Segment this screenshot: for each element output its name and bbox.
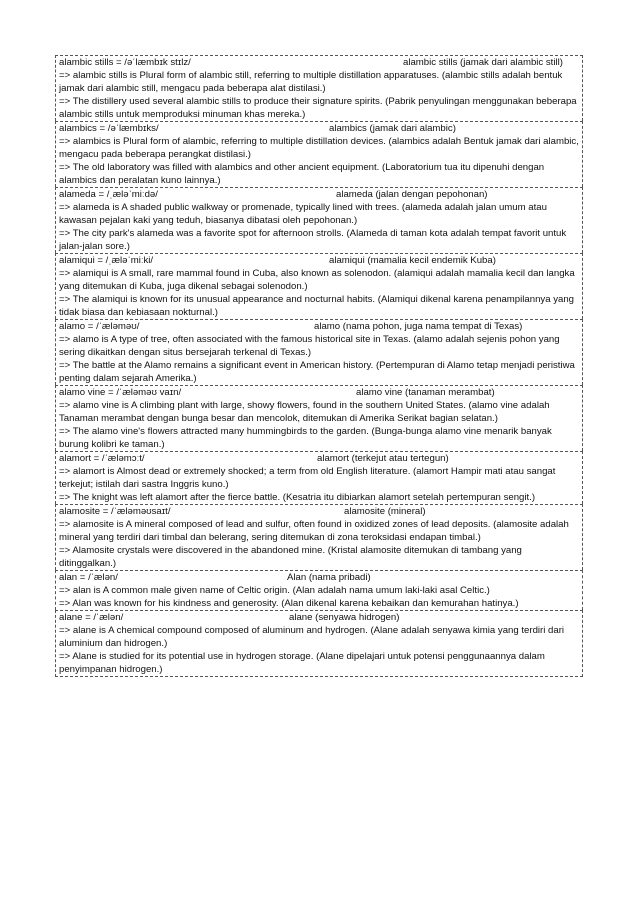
entry-term: alameda = /ˌæləˈmiːdə/ xyxy=(59,189,158,200)
entry-translation: alamo vine (tanaman merambat) xyxy=(356,387,495,398)
entry-term: alamiqui = /ˌæləˈmiːki/ xyxy=(59,255,154,266)
entry-definition: => alan is A common male given name of Celtic origin. (Alan adalah nama umum laki-laki asal Celtic.) xyxy=(59,585,490,596)
entry-translation: alambics (jamak dari alambic) xyxy=(329,123,456,134)
entry-definition: => alamiqui is A small, rare mammal found in Cuba, also known as solenodon. (alamiqui adalah mamalia kecil dan langka yang ditemukan di Kuba, juga dikenal sebagai solenodon.) xyxy=(59,268,575,292)
entry-definition: => alamo is A type of tree, often associated with the famous historical site in Texas. (alamo adalah sejenis pohon yang sering dikaitkan dengan situs bersejarah terkenal di Texas.) xyxy=(59,334,560,358)
entry-header xyxy=(59,320,579,333)
entry-header xyxy=(59,505,579,518)
entry-header xyxy=(59,56,579,69)
entry-translation: alameda (jalan dengan pepohonan) xyxy=(336,189,488,200)
entry-example: => The distillery used several alambic stills to produce their signature spirits. (Pabrik penyulingan menggunakan beberapa alambic stills untuk memproduksi minuman khas mereka.) xyxy=(59,96,577,120)
entry-translation: alamort (terkejut atau tertegun) xyxy=(317,453,449,464)
dictionary-entry xyxy=(55,570,583,610)
entry-definition: => alameda is A shaded public walkway or promenade, typically lined with trees. (alameda adalah jalan umum atau kawasan pejalan kaki yang teduh, biasanya dibatasi oleh pepohonan.) xyxy=(59,202,547,226)
dictionary-entry xyxy=(55,385,583,451)
entry-definition: => alamort is Almost dead or extremely shocked; a term from old English literature. (alamort Hampir mati atau sangat terkejut; istilah dari sastra Inggris kuno.) xyxy=(59,466,556,490)
entry-translation: Alan (nama pribadi) xyxy=(287,572,371,583)
entry-translation: alamiqui (mamalia kecil endemik Kuba) xyxy=(329,255,496,266)
dictionary-entry xyxy=(55,187,583,253)
entry-example: => Alane is studied for its potential use in hydrogen storage. (Alane dipelajari untuk potensi penggunaannya dalam penyimpanan hidrogen.) xyxy=(59,651,545,675)
entry-header xyxy=(59,571,579,584)
dictionary-entry xyxy=(55,451,583,504)
entry-translation: alamosite (mineral) xyxy=(344,506,426,517)
entry-example: => The old laboratory was filled with alambics and other ancient equipment. (Laboratorium tua itu dipenuhi dengan alambics dan peralatan kuno lainnya.) xyxy=(59,162,545,186)
dictionary-entry xyxy=(55,253,583,319)
entry-term: alane = /ˈælən/ xyxy=(59,612,124,623)
entry-example: => The battle at the Alamo remains a significant event in American history. (Pertempuran di Alamo tetap menjadi peristiwa penting dalam sejarah Amerika.) xyxy=(59,360,575,384)
entry-header xyxy=(59,452,579,465)
entry-definition: => alambics is Plural form of alambic, referring to multiple distillation devices. (alambics adalah Bentuk jamak dari alambic, mengacu pada beberapa perangkat distilasi.) xyxy=(59,136,579,160)
entry-example: => Alan was known for his kindness and generosity. (Alan dikenal karena kebaikan dan kemurahan hatinya.) xyxy=(59,598,519,609)
dictionary-entry xyxy=(55,55,583,121)
entry-term: alambic stills = /əˈlæmbɪk stɪlz/ xyxy=(59,57,191,68)
dictionary-entry xyxy=(55,610,583,677)
dictionary-entry xyxy=(55,504,583,570)
entry-term: alambics = /əˈlæmbɪks/ xyxy=(59,123,159,134)
entry-definition: => alamo vine is A climbing plant with large, showy flowers, found in the southern United States. (alamo vine adalah Tanaman merambat dengan bunga besar dan mencolok, ditemukan di Amerika Serikat bagian selatan.) xyxy=(59,400,550,424)
entry-example: => The knight was left alamort after the fierce battle. (Kesatria itu dibiarkan alamort setelah pertempuran sengit.) xyxy=(59,492,536,503)
entry-translation: alane (senyawa hidrogen) xyxy=(289,612,400,623)
entry-term: alan = /ˈælən/ xyxy=(59,572,118,583)
entry-example: => Alamosite crystals were discovered in the abandoned mine. (Kristal alamosite ditemukan di tambang yang ditinggalkan.) xyxy=(59,545,522,569)
dictionary-entry xyxy=(55,319,583,385)
entry-header xyxy=(59,611,579,624)
entry-definition: => alambic stills is Plural form of alambic still, referring to multiple distillation apparatuses. (alambic stills adalah bentuk jamak dari alambic still, mengacu pada beberapa alat distilasi.) xyxy=(59,70,563,94)
entry-header xyxy=(59,386,579,399)
entry-header xyxy=(59,188,579,201)
entry-term: alamort = /ˈæləmɔːt/ xyxy=(59,453,145,464)
entry-term: alamosite = /ˈæləməʊsaɪt/ xyxy=(59,506,171,517)
entry-example: => The alamo vine's flowers attracted many hummingbirds to the garden. (Bunga-bunga alamo vine menarik banyak burung kolibri ke taman.) xyxy=(59,426,552,450)
entry-header xyxy=(59,122,579,135)
entry-term: alamo vine = /ˈæləməʊ vaɪn/ xyxy=(59,387,182,398)
entry-translation: alambic stills (jamak dari alambic still) xyxy=(403,57,563,68)
entry-translation: alamo (nama pohon, juga nama tempat di Texas) xyxy=(314,321,523,332)
entry-example: => The city park's alameda was a favorite spot for afternoon strolls. (Alameda di taman kota adalah tempat favorit untuk jalan-jalan sore.) xyxy=(59,228,567,252)
dictionary-entry xyxy=(55,121,583,187)
dictionary-page xyxy=(55,55,583,677)
entry-definition: => alamosite is A mineral composed of lead and sulfur, often found in oxidized zones of lead deposits. (alamosite adalah mineral yang terdiri dari timbal dan belerang, sering ditemukan di zona teroksidasi endapan timbal.) xyxy=(59,519,569,543)
entry-example: => The alamiqui is known for its unusual appearance and nocturnal habits. (Alamiqui dikenal karena penampilannya yang tidak biasa dan kebiasaan nokturnal.) xyxy=(59,294,575,318)
entry-header xyxy=(59,254,579,267)
entry-definition: => alane is A chemical compound composed of aluminum and hydrogen. (Alane adalah senyawa kimia yang terdiri dari aluminium dan hidrogen.) xyxy=(59,625,565,649)
entry-term: alamo = /ˈæləməʊ/ xyxy=(59,321,140,332)
